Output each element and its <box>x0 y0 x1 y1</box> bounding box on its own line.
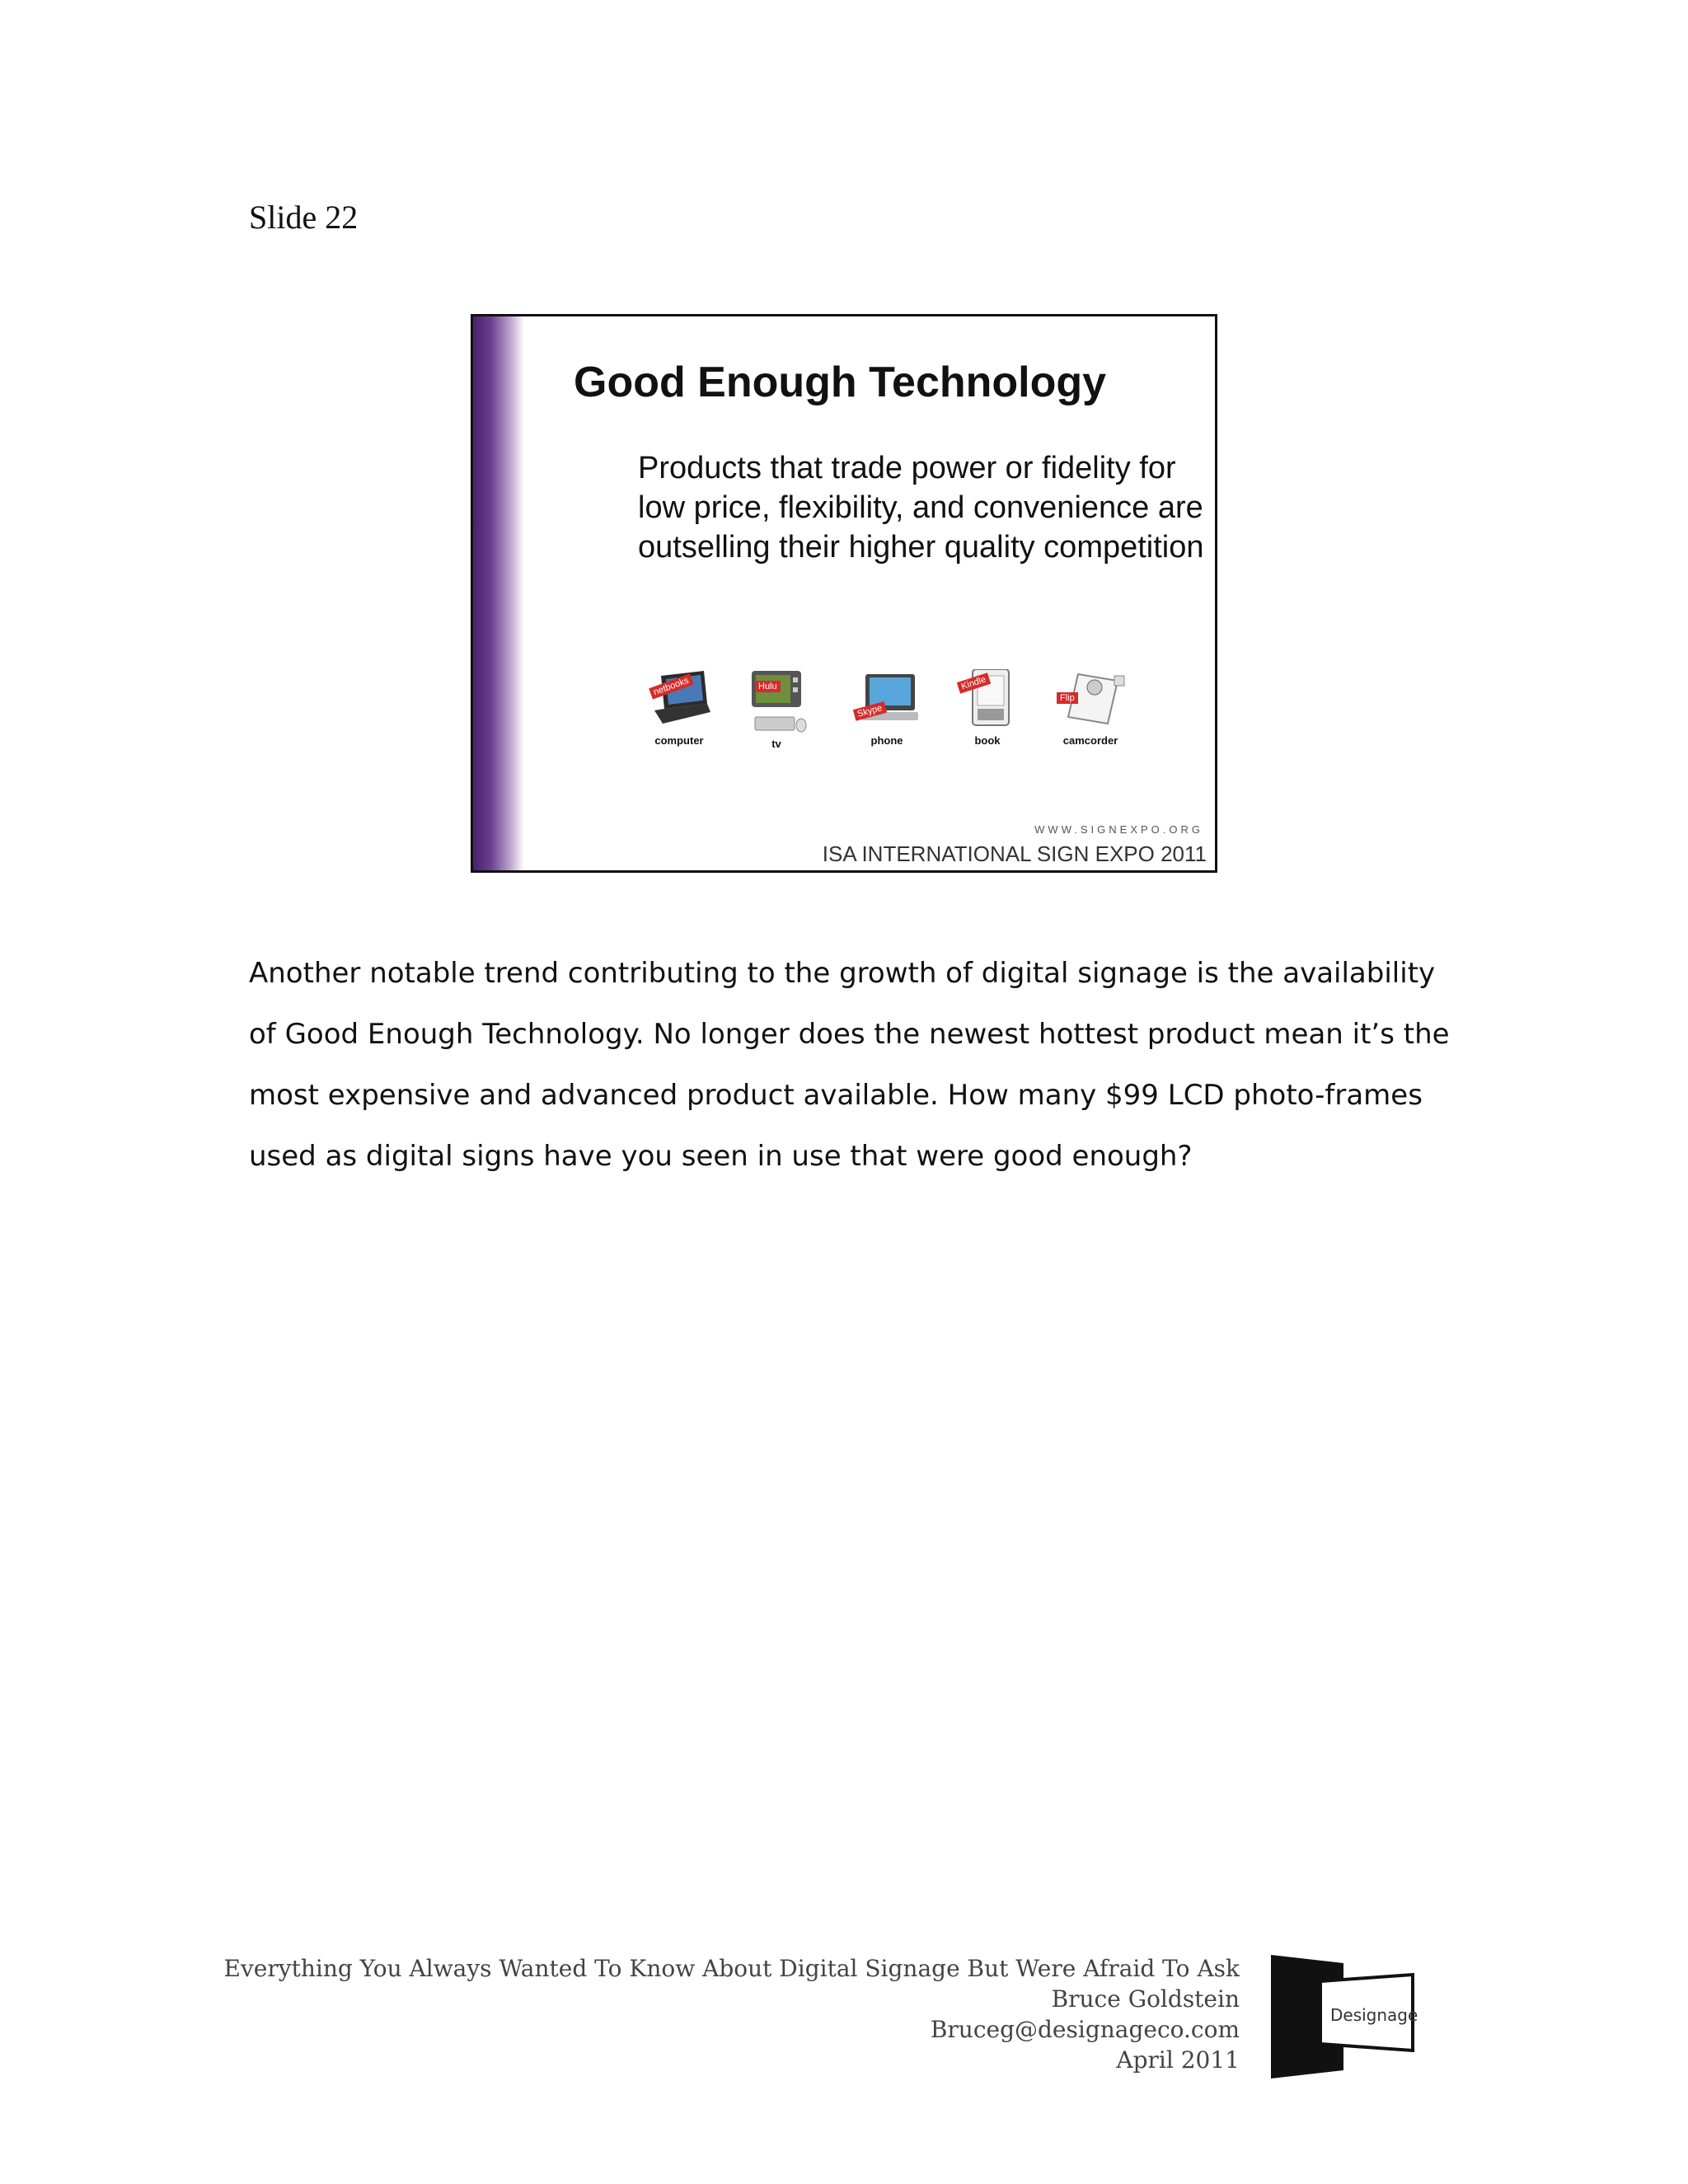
icon-tag: netbooks <box>649 673 693 699</box>
icon-caption: phone <box>870 734 903 747</box>
logo-icon <box>1271 1955 1419 2079</box>
icon-item-computer <box>646 669 712 747</box>
logo-text: Designage <box>1330 2005 1418 2025</box>
icon-caption: tv <box>771 738 781 750</box>
icon-item-tv <box>743 669 809 750</box>
icon-item-book <box>954 669 1020 747</box>
footer-title: Everything You Always Wanted To Know About Digital Signage But Were Afraid To Ask <box>223 1955 1240 1982</box>
slide-body: Products that trade power or fidelity for low price, flexibility, and convenience are outselling their higher quality competition <box>638 451 1204 565</box>
body-paragraph: Another notable trend contributing to the growth of digital signage is the availability of Good Enough Technology. No longer does the newest hottest product mean it’s the most expensive and advanced product available. How many $99 LCD photo-frames used as digital signs have you seen in use that were good enough? <box>249 957 1450 1173</box>
designage-logo <box>1271 1955 1419 2079</box>
product-icons <box>473 316 1215 870</box>
slide-site: WWW.SIGNEXPO.ORG <box>1034 823 1203 836</box>
slide-image <box>471 314 1217 873</box>
icon-tag: Skype <box>853 701 887 721</box>
slide-event: ISA INTERNATIONAL SIGN EXPO 2011 <box>822 841 1207 866</box>
icon-tag: Kindle <box>957 673 991 693</box>
slide-title: Good Enough Technology <box>574 359 1107 406</box>
icon-caption: book <box>974 734 1001 747</box>
icon-tag: Flip <box>1057 692 1078 704</box>
icon-caption: camcorder <box>1062 734 1118 747</box>
page-footer <box>224 1953 1240 2075</box>
icon-tag: Hulu <box>755 681 781 692</box>
icon-caption: computer <box>654 734 704 747</box>
icon-item-camcorder <box>1053 669 1128 747</box>
footer-email: Bruceg@designageco.com <box>930 2016 1240 2043</box>
slide-label: Slide 22 <box>249 199 359 236</box>
footer-date: April 2011 <box>1116 2046 1240 2074</box>
footer-author: Bruce Goldstein <box>1051 1985 1240 2013</box>
icon-item-phone <box>854 669 920 747</box>
